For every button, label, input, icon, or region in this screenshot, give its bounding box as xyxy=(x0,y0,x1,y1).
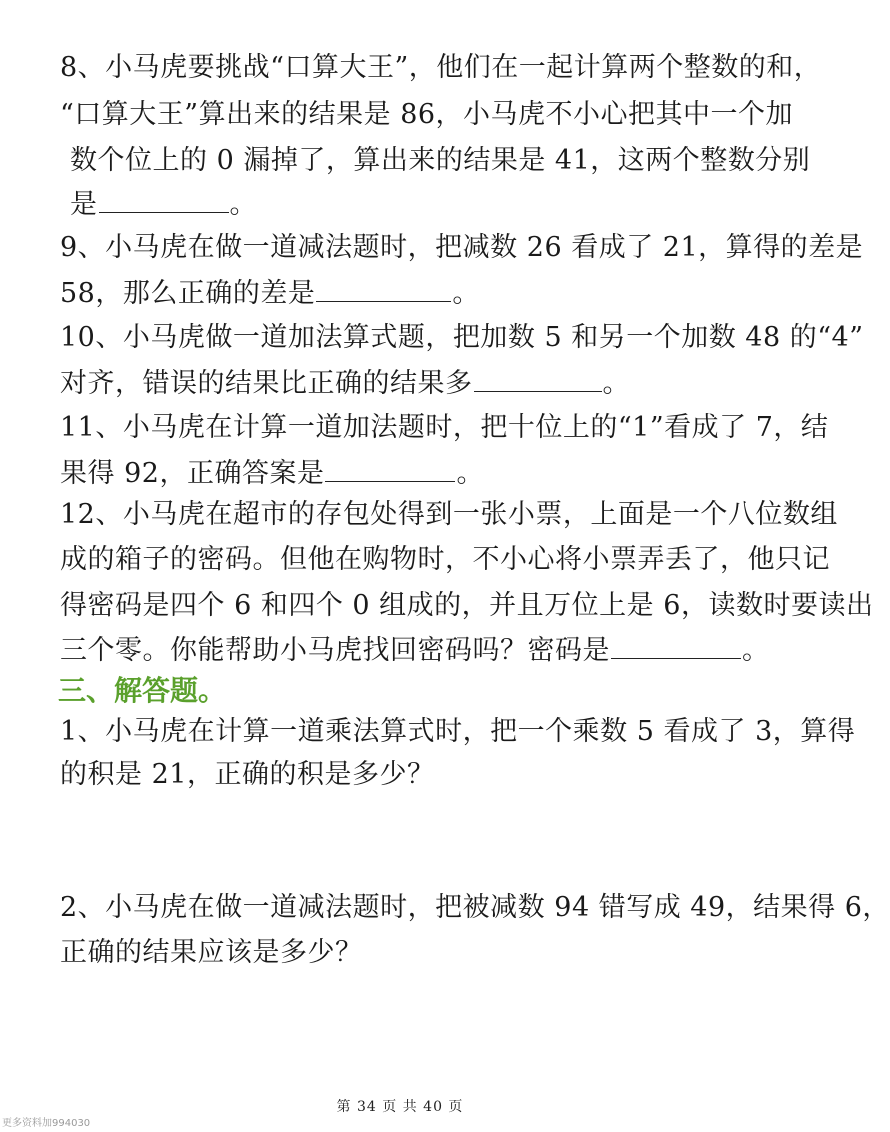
q10-line-2-end: 。 xyxy=(602,368,630,399)
q12-line-4 xyxy=(60,632,770,669)
q10-line-1: 10、小马虎做一道加法算式题，把加数 5 和另一个加数 48 的“4” xyxy=(60,322,864,353)
q12-line-1: 12、小马虎在超市的存包处得到一张小票，上面是一个八位数组 xyxy=(60,499,838,530)
q12-line-4-end: 。 xyxy=(742,635,770,666)
a2-line-1: 2、小马虎在做一道减法题时，把被减数 94 错写成 49，结果得 6， xyxy=(60,892,890,923)
q11-line-1: 11、小马虎在计算一道加法题时，把十位上的“1”看成了 7，结 xyxy=(60,412,829,443)
q10-answer-blank[interactable] xyxy=(474,365,602,392)
q9-line-2-text: 58，那么正确的差是 xyxy=(60,278,316,309)
q12-line-3: 得密码是四个 6 和四个 0 组成的，并且万位上是 6，读数时要读出 xyxy=(60,590,874,621)
q8-line-2: “口算大王”算出来的结果是 86，小马虎不小心把其中一个加 xyxy=(60,99,794,130)
q11-line-2 xyxy=(60,455,484,492)
q9-answer-blank[interactable] xyxy=(316,275,451,302)
q8-answer-blank[interactable] xyxy=(99,186,229,213)
q11-line-2-end: 。 xyxy=(456,458,484,489)
a2-line-2: 正确的结果应该是多少？ xyxy=(60,937,363,968)
q8-line-4-end: 。 xyxy=(229,189,257,220)
q8-line-4-text: 是 xyxy=(70,189,98,220)
q8-line-4 xyxy=(70,186,257,223)
q8-line-1: 8、小马虎要挑战“口算大王”，他们在一起计算两个整数的和， xyxy=(60,52,822,83)
section-title: 三、解答题。 xyxy=(58,674,227,707)
q10-line-2 xyxy=(60,365,630,402)
q12-line-2: 成的箱子的密码。但他在购物时，不小心将小票弄丢了，他只记 xyxy=(60,544,830,575)
q12-answer-blank[interactable] xyxy=(611,632,741,659)
q9-line-1: 9、小马虎在做一道减法题时，把减数 26 看成了 21，算得的差是 xyxy=(60,232,864,263)
a1-line-1: 1、小马虎在计算一道乘法算式时，把一个乘数 5 看成了 3，算得 xyxy=(60,716,856,747)
page-number: 第 34 页 共 40 页 xyxy=(336,1099,464,1115)
q9-line-2 xyxy=(60,275,480,312)
q8-line-3: 数个位上的 0 漏掉了，算出来的结果是 41，这两个整数分别 xyxy=(70,145,811,176)
q12-line-4-text: 三个零。你能帮助小马虎找回密码吗？密码是 xyxy=(60,635,610,666)
q10-line-2-text: 对齐，错误的结果比正确的结果多 xyxy=(60,368,473,399)
q9-line-2-end: 。 xyxy=(452,278,480,309)
q11-answer-blank[interactable] xyxy=(325,455,455,482)
q11-line-2-text: 果得 92，正确答案是 xyxy=(60,458,325,489)
a1-line-2: 的积是 21，正确的积是多少？ xyxy=(60,759,435,790)
watermark: 更多资料加994030 xyxy=(2,1118,91,1129)
